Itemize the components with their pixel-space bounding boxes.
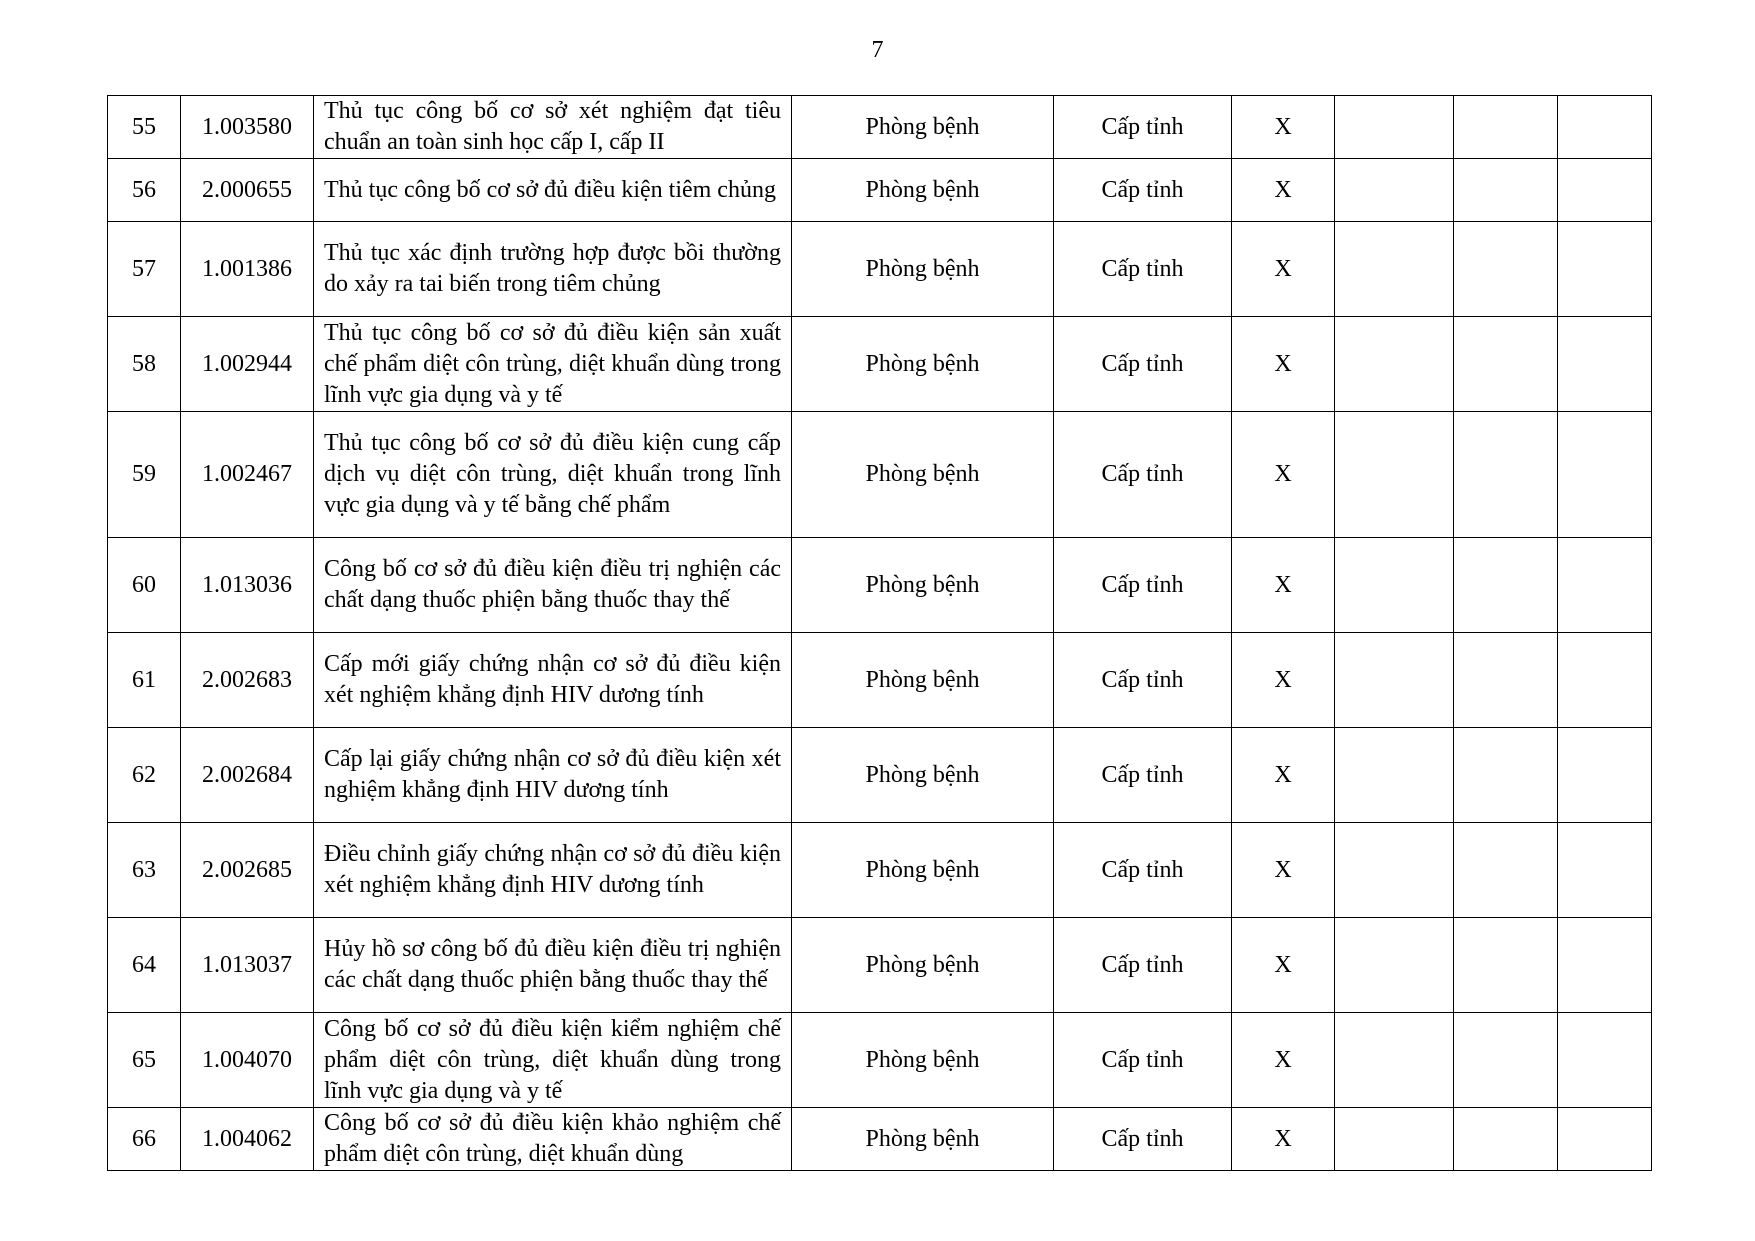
level-cell: Cấp tỉnh [1054, 538, 1232, 633]
empty-cell [1335, 412, 1454, 538]
level-cell: Cấp tỉnh [1054, 159, 1232, 222]
procedure-name-cell: Thủ tục công bố cơ sở đủ điều kiện cung cấp dịch vụ diệt côn trùng, diệt khuẩn trong lĩnh vực gia dụng và y tế bằng chế phẩm [314, 412, 792, 538]
empty-cell [1558, 412, 1652, 538]
field-cell: Phòng bệnh [792, 728, 1054, 823]
table-row [108, 633, 1652, 728]
empty-cell [1558, 538, 1652, 633]
table-row [108, 1013, 1652, 1108]
field-cell: Phòng bệnh [792, 317, 1054, 412]
table-body [108, 96, 1652, 1171]
procedure-code-cell: 2.002684 [181, 728, 314, 823]
row-number-cell: 56 [108, 159, 181, 222]
row-number-cell: 63 [108, 823, 181, 918]
procedure-code-cell: 2.002683 [181, 633, 314, 728]
empty-cell [1335, 823, 1454, 918]
field-cell: Phòng bệnh [792, 1013, 1054, 1108]
row-number-cell: 55 [108, 96, 181, 159]
procedure-name-cell: Cấp lại giấy chứng nhận cơ sở đủ điều kiện xét nghiệm khẳng định HIV dương tính [314, 728, 792, 823]
procedure-name-cell: Điều chỉnh giấy chứng nhận cơ sở đủ điều kiện xét nghiệm khẳng định HIV dương tính [314, 823, 792, 918]
empty-cell [1558, 633, 1652, 728]
level-cell: Cấp tỉnh [1054, 96, 1232, 159]
empty-cell [1558, 728, 1652, 823]
procedure-name-cell: Thủ tục công bố cơ sở đủ điều kiện tiêm chủng [314, 159, 792, 222]
empty-cell [1558, 96, 1652, 159]
empty-cell [1454, 1013, 1558, 1108]
table-row [108, 96, 1652, 159]
empty-cell [1558, 1013, 1652, 1108]
field-cell: Phòng bệnh [792, 159, 1054, 222]
field-cell: Phòng bệnh [792, 1108, 1054, 1171]
field-cell: Phòng bệnh [792, 538, 1054, 633]
mark-cell: X [1232, 317, 1335, 412]
procedures-table [107, 95, 1652, 1171]
empty-cell [1454, 728, 1558, 823]
row-number-cell: 65 [108, 1013, 181, 1108]
procedure-name-cell: Công bố cơ sở đủ điều kiện kiểm nghiệm chế phẩm diệt côn trùng, diệt khuẩn dùng trong lĩnh vực gia dụng và y tế [314, 1013, 792, 1108]
table-row [108, 317, 1652, 412]
procedure-name-cell: Hủy hồ sơ công bố đủ điều kiện điều trị nghiện các chất dạng thuốc phiện bằng thuốc thay thế [314, 918, 792, 1013]
table-row [108, 728, 1652, 823]
empty-cell [1558, 159, 1652, 222]
empty-cell [1454, 918, 1558, 1013]
row-number-cell: 58 [108, 317, 181, 412]
procedure-name-cell: Công bố cơ sở đủ điều kiện điều trị nghiện các chất dạng thuốc phiện bằng thuốc thay thế [314, 538, 792, 633]
field-cell: Phòng bệnh [792, 222, 1054, 317]
mark-cell: X [1232, 823, 1335, 918]
row-number-cell: 66 [108, 1108, 181, 1171]
mark-cell: X [1232, 412, 1335, 538]
empty-cell [1558, 918, 1652, 1013]
empty-cell [1558, 317, 1652, 412]
procedure-name-cell: Cấp mới giấy chứng nhận cơ sở đủ điều kiện xét nghiệm khẳng định HIV dương tính [314, 633, 792, 728]
row-number-cell: 61 [108, 633, 181, 728]
empty-cell [1335, 222, 1454, 317]
procedure-name-cell: Thủ tục công bố cơ sở đủ điều kiện sản xuất chế phẩm diệt côn trùng, diệt khuẩn dùng trong lĩnh vực gia dụng và y tế [314, 317, 792, 412]
mark-cell: X [1232, 222, 1335, 317]
procedure-name-cell: Thủ tục công bố cơ sở xét nghiệm đạt tiêu chuẩn an toàn sinh học cấp I, cấp II [314, 96, 792, 159]
level-cell: Cấp tỉnh [1054, 317, 1232, 412]
table-row [108, 1108, 1652, 1171]
empty-cell [1454, 633, 1558, 728]
procedure-code-cell: 1.001386 [181, 222, 314, 317]
mark-cell: X [1232, 159, 1335, 222]
level-cell: Cấp tỉnh [1054, 918, 1232, 1013]
empty-cell [1454, 412, 1558, 538]
table-row [108, 538, 1652, 633]
level-cell: Cấp tỉnh [1054, 412, 1232, 538]
field-cell: Phòng bệnh [792, 412, 1054, 538]
field-cell: Phòng bệnh [792, 633, 1054, 728]
procedure-name-cell: Thủ tục xác định trường hợp được bồi thường do xảy ra tai biến trong tiêm chủng [314, 222, 792, 317]
field-cell: Phòng bệnh [792, 918, 1054, 1013]
mark-cell: X [1232, 1108, 1335, 1171]
mark-cell: X [1232, 96, 1335, 159]
empty-cell [1454, 538, 1558, 633]
page-number: 7 [871, 37, 884, 63]
mark-cell: X [1232, 918, 1335, 1013]
empty-cell [1454, 96, 1558, 159]
empty-cell [1335, 317, 1454, 412]
row-number-cell: 59 [108, 412, 181, 538]
level-cell: Cấp tỉnh [1054, 823, 1232, 918]
table-row [108, 412, 1652, 538]
empty-cell [1558, 222, 1652, 317]
mark-cell: X [1232, 1013, 1335, 1108]
procedure-code-cell: 1.002944 [181, 317, 314, 412]
field-cell: Phòng bệnh [792, 823, 1054, 918]
table-row [108, 222, 1652, 317]
mark-cell: X [1232, 728, 1335, 823]
empty-cell [1335, 1013, 1454, 1108]
level-cell: Cấp tỉnh [1054, 1013, 1232, 1108]
empty-cell [1335, 159, 1454, 222]
row-number-cell: 64 [108, 918, 181, 1013]
mark-cell: X [1232, 538, 1335, 633]
field-cell: Phòng bệnh [792, 96, 1054, 159]
procedure-code-cell: 1.004062 [181, 1108, 314, 1171]
procedure-code-cell: 1.004070 [181, 1013, 314, 1108]
empty-cell [1335, 538, 1454, 633]
table-row [108, 159, 1652, 222]
empty-cell [1335, 728, 1454, 823]
level-cell: Cấp tỉnh [1054, 728, 1232, 823]
empty-cell [1454, 1108, 1558, 1171]
empty-cell [1335, 633, 1454, 728]
procedure-code-cell: 2.000655 [181, 159, 314, 222]
empty-cell [1454, 823, 1558, 918]
level-cell: Cấp tỉnh [1054, 1108, 1232, 1171]
empty-cell [1335, 918, 1454, 1013]
procedure-code-cell: 1.002467 [181, 412, 314, 538]
mark-cell: X [1232, 633, 1335, 728]
level-cell: Cấp tỉnh [1054, 633, 1232, 728]
procedure-code-cell: 1.013036 [181, 538, 314, 633]
table-row [108, 918, 1652, 1013]
row-number-cell: 60 [108, 538, 181, 633]
empty-cell [1454, 222, 1558, 317]
procedure-code-cell: 1.003580 [181, 96, 314, 159]
table-row [108, 823, 1652, 918]
empty-cell [1335, 1108, 1454, 1171]
procedure-code-cell: 2.002685 [181, 823, 314, 918]
empty-cell [1335, 96, 1454, 159]
empty-cell [1454, 159, 1558, 222]
empty-cell [1558, 1108, 1652, 1171]
row-number-cell: 62 [108, 728, 181, 823]
empty-cell [1454, 317, 1558, 412]
procedure-code-cell: 1.013037 [181, 918, 314, 1013]
level-cell: Cấp tỉnh [1054, 222, 1232, 317]
row-number-cell: 57 [108, 222, 181, 317]
empty-cell [1558, 823, 1652, 918]
procedure-name-cell: Công bố cơ sở đủ điều kiện khảo nghiệm chế phẩm diệt côn trùng, diệt khuẩn dùng [314, 1108, 792, 1171]
